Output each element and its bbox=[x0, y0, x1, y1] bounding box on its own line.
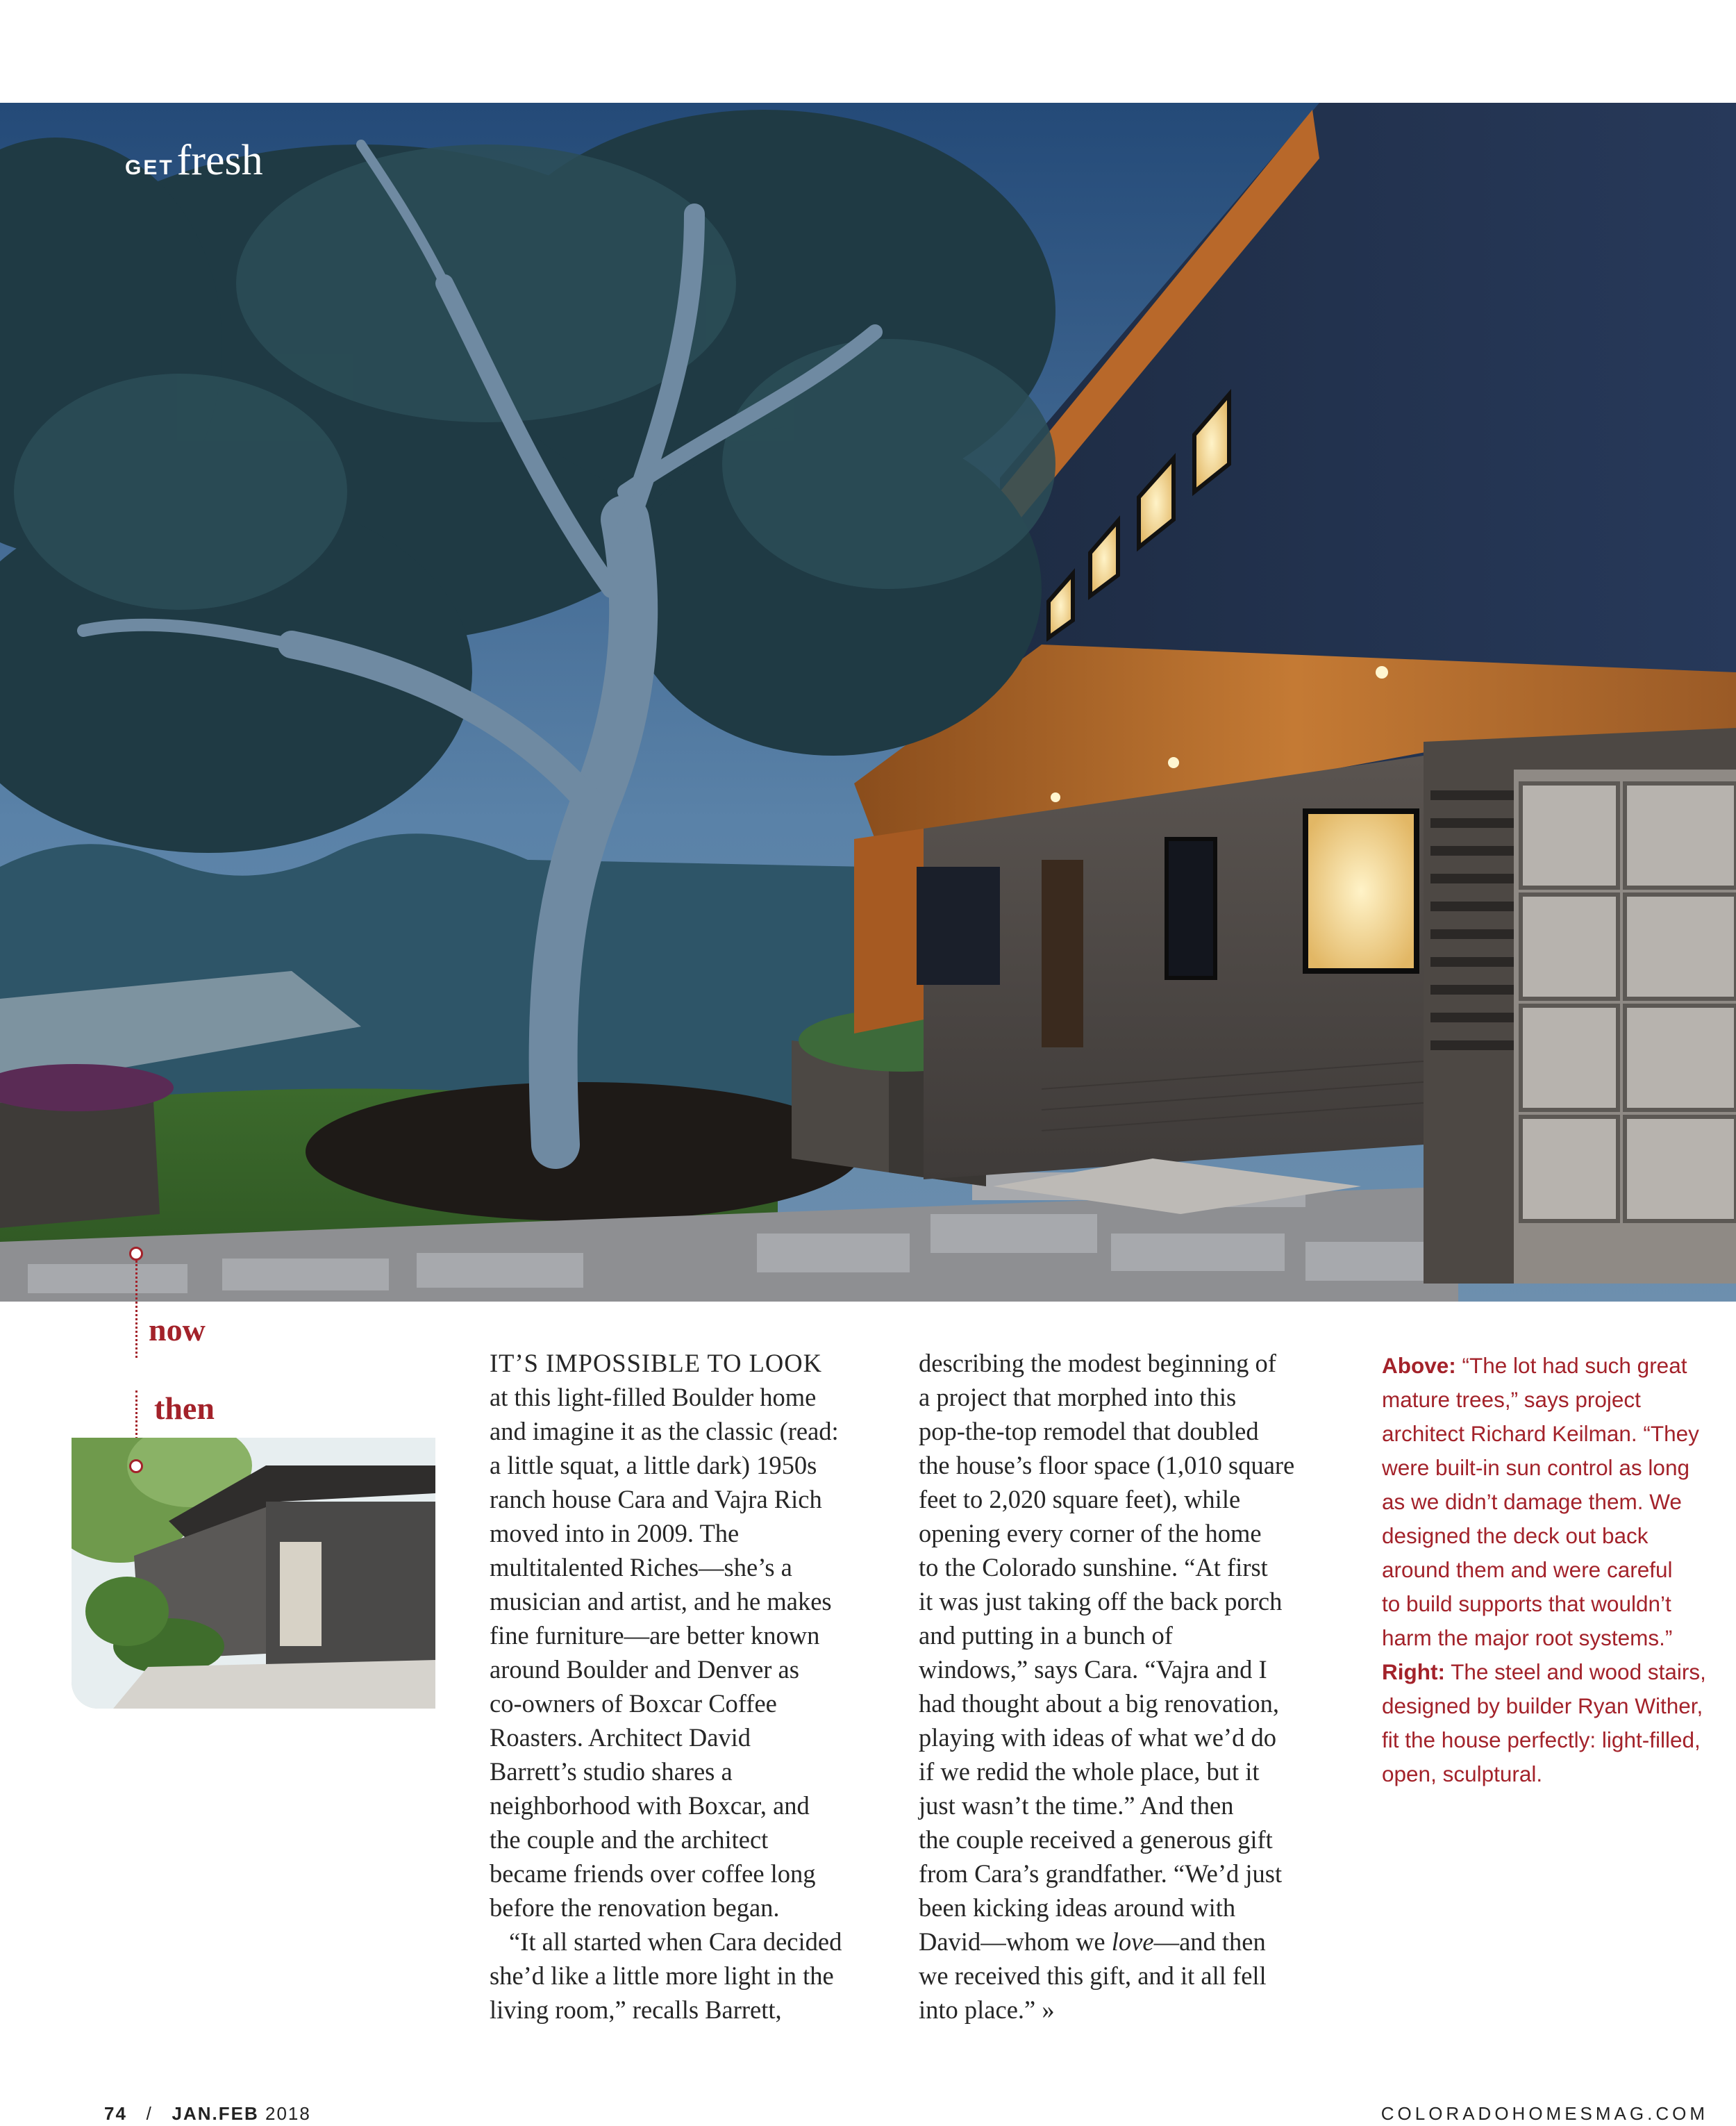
hero-photo-illustration bbox=[0, 103, 1736, 1302]
article-line: before the renovation began. bbox=[490, 1893, 780, 1922]
section-kicker bbox=[125, 136, 263, 185]
article-line: playing with ideas of what we’d do bbox=[919, 1723, 1276, 1752]
article-line: a project that morphed into this bbox=[919, 1383, 1237, 1411]
caption-line bbox=[1382, 1655, 1729, 1689]
issue-label: JAN.FEB bbox=[172, 2103, 259, 2124]
article-line: musician and artist, and he makes bbox=[490, 1587, 832, 1616]
article-line: multitalented Riches—she’s a bbox=[490, 1553, 792, 1581]
article-line: and imagine it as the classic (read: bbox=[490, 1417, 839, 1445]
hero-photo bbox=[0, 103, 1736, 1302]
article-line: fine furniture—are better known bbox=[490, 1621, 820, 1650]
article-line: opening every corner of the home bbox=[919, 1519, 1262, 1547]
caption-right-label: Right: bbox=[1382, 1659, 1445, 1684]
caption-line: around them and were careful bbox=[1382, 1557, 1673, 1582]
article-line: windows,” says Cara. “Vajra and I bbox=[919, 1655, 1267, 1684]
article-line: the house’s floor space (1,010 square bbox=[919, 1451, 1295, 1479]
article-paragraph-start: “It all started when Cara decided bbox=[509, 1927, 842, 1956]
article-text: —and then bbox=[1153, 1927, 1266, 1956]
article-line: the couple received a generous gift bbox=[919, 1825, 1273, 1854]
article-column-1 bbox=[490, 1346, 878, 2027]
article-text: David—whom we bbox=[919, 1927, 1112, 1956]
article-column-2 bbox=[919, 1346, 1321, 2027]
then-label: then bbox=[154, 1390, 215, 1426]
then-photo bbox=[72, 1438, 435, 1709]
article-line: around Boulder and Denver as bbox=[490, 1655, 799, 1684]
article-line: at this light-filled Boulder home bbox=[490, 1383, 817, 1411]
caption-above-label: Above: bbox=[1382, 1353, 1456, 1378]
now-label: now bbox=[149, 1312, 206, 1347]
now-marker-dot bbox=[129, 1247, 143, 1261]
article-emphasis: love bbox=[1111, 1927, 1154, 1956]
article-line: feet to 2,020 square feet), while bbox=[919, 1485, 1241, 1513]
kicker-fresh: fresh bbox=[176, 137, 263, 184]
caption-line bbox=[1382, 1349, 1729, 1383]
article-lead-line: IT’S IMPOSSIBLE TO LOOK bbox=[490, 1349, 822, 1377]
caption-text: The steel and wood stairs, bbox=[1451, 1659, 1706, 1684]
article-line bbox=[919, 1925, 1321, 1959]
article-line: describing the modest beginning of bbox=[919, 1349, 1276, 1377]
article-line: ranch house Cara and Vajra Rich bbox=[490, 1485, 822, 1513]
folio-separator: / bbox=[146, 2103, 153, 2124]
caption-line: mature trees,” says project bbox=[1382, 1387, 1641, 1412]
page-folio bbox=[104, 2103, 311, 2125]
caption-line: fit the house perfectly: light-filled, bbox=[1382, 1727, 1701, 1752]
article-line: it was just taking off the back porch bbox=[919, 1587, 1283, 1616]
article-line: been kicking ideas around with bbox=[919, 1893, 1236, 1922]
then-marker-dot bbox=[129, 1459, 143, 1473]
article-line: just wasn’t the time.” And then bbox=[919, 1791, 1234, 1820]
caption-line: to build supports that wouldn’t bbox=[1382, 1591, 1671, 1616]
article-line: to the Colorado sunshine. “At first bbox=[919, 1553, 1268, 1581]
caption-text: “The lot had such great bbox=[1462, 1353, 1687, 1378]
article-line: from Cara’s grandfather. “We’d just bbox=[919, 1859, 1283, 1888]
photo-caption bbox=[1382, 1349, 1729, 1791]
article-line: and putting in a bunch of bbox=[919, 1621, 1173, 1650]
article-line: she’d like a little more light in the bbox=[490, 1961, 834, 1990]
article-line: neighborhood with Boxcar, and bbox=[490, 1791, 810, 1820]
kicker-get: GET bbox=[125, 156, 174, 179]
article-line: Roasters. Architect David bbox=[490, 1723, 751, 1752]
article-line: had thought about a big renovation, bbox=[919, 1689, 1280, 1718]
caption-line: open, sculptural. bbox=[1382, 1761, 1543, 1786]
article-line: Barrett’s studio shares a bbox=[490, 1757, 733, 1786]
caption-line: architect Richard Keilman. “They bbox=[1382, 1421, 1699, 1446]
magazine-website: COLORADOHOMESMAG.COM bbox=[1380, 2103, 1708, 2124]
caption-line: were built-in sun control as long bbox=[1382, 1455, 1689, 1480]
then-photo-illustration bbox=[72, 1438, 435, 1709]
article-line: a little squat, a little dark) 1950s bbox=[490, 1451, 817, 1479]
article-line: moved into in 2009. The bbox=[490, 1519, 740, 1547]
article-line: living room,” recalls Barrett, bbox=[490, 1995, 782, 2024]
article-line: the couple and the architect bbox=[490, 1825, 769, 1854]
article-line: if we redid the whole place, but it bbox=[919, 1757, 1260, 1786]
article-line: pop-the-top remodel that doubled bbox=[919, 1417, 1259, 1445]
caption-line: harm the major root systems.” bbox=[1382, 1625, 1673, 1650]
caption-line: as we didn’t damage them. We bbox=[1382, 1489, 1682, 1514]
now-timeline-line bbox=[135, 1261, 137, 1358]
article-line: became friends over coffee long bbox=[490, 1859, 816, 1888]
issue-year: 2018 bbox=[265, 2103, 311, 2124]
article-line: into place.” » bbox=[919, 1995, 1055, 2024]
caption-line: designed by builder Ryan Wither, bbox=[1382, 1693, 1703, 1718]
caption-line: designed the deck out back bbox=[1382, 1523, 1649, 1548]
article-line: we received this gift, and it all fell bbox=[919, 1961, 1267, 1990]
page-number: 74 bbox=[104, 2103, 127, 2124]
article-line: co-owners of Boxcar Coffee bbox=[490, 1689, 777, 1718]
